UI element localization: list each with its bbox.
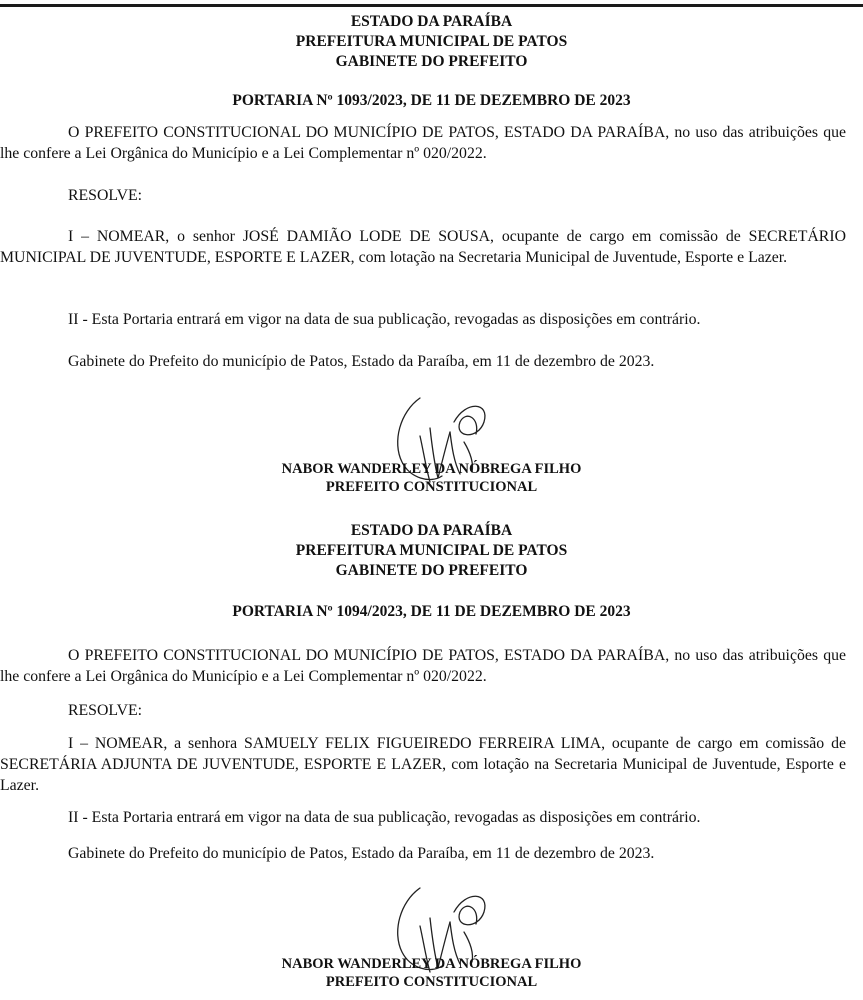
header-line-office: GABINETE DO PREFEITO — [335, 562, 528, 579]
document-header — [0, 521, 863, 581]
signature-block — [0, 882, 863, 992]
item-nomear: I – NOMEAR, o senhor JOSÉ DAMIÃO LODE DE SOUSA, ocupante de cargo em comissão de SECRETÁRIO MUNICIPAL DE JUVENTUDE, ESPORTE E LAZER, com lotação na Secretaria Municipal de Juventude, Esporte e Lazer. — [0, 228, 846, 266]
preamble-paragraph: O PREFEITO CONSTITUCIONAL DO MUNICÍPIO DE PATOS, ESTADO DA PARAÍBA, no uso das atribuições que lhe confere a Lei Orgânica do Município e a Lei Complementar nº 020/2022. — [0, 124, 846, 162]
document-header — [0, 12, 863, 72]
signer-name: NABOR WANDERLEY DA NÓBREGA FILHO — [281, 461, 582, 477]
item-vigor: II - Esta Portaria entrará em vigor na data de sua publicação, revogadas as disposições em contrário. — [68, 809, 701, 826]
closing-paragraph: Gabinete do Prefeito do município de Patos, Estado da Paraíba, em 11 de dezembro de 2023. — [68, 353, 655, 370]
header-line-prefecture: PREFEITURA MUNICIPAL DE PATOS — [295, 542, 568, 559]
signer-title: PREFEITO CONSTITUCIONAL — [325, 479, 538, 495]
portaria-title: PORTARIA Nº 1093/2023, DE 11 DE DEZEMBRO DE 2023 — [232, 92, 631, 109]
item-vigor: II - Esta Portaria entrará em vigor na data de sua publicação, revogadas as disposições em contrário. — [68, 311, 701, 328]
signer-name: NABOR WANDERLEY DA NÓBREGA FILHO — [281, 956, 582, 972]
header-line-office: GABINETE DO PREFEITO — [335, 53, 528, 70]
resolve-heading: RESOLVE: — [68, 702, 143, 719]
preamble-paragraph: O PREFEITO CONSTITUCIONAL DO MUNICÍPIO DE PATOS, ESTADO DA PARAÍBA, no uso das atribuições que lhe confere a Lei Orgânica do Município e a Lei Complementar nº 020/2022. — [0, 647, 846, 685]
header-line-state: ESTADO DA PARAÍBA — [350, 522, 513, 539]
item-nomear: I – NOMEAR, a senhora SAMUELY FELIX FIGUEIREDO FERREIRA LIMA, ocupante de cargo em comissão de SECRETÁRIA ADJUNTA DE JUVENTUDE, ESPORTE E LAZER, com lotação na Secretaria Municipal de Juventude, Esporte e Lazer. — [0, 735, 846, 794]
header-line-state: ESTADO DA PARAÍBA — [350, 13, 513, 30]
signature-block — [0, 392, 863, 502]
header-line-prefecture: PREFEITURA MUNICIPAL DE PATOS — [295, 33, 568, 50]
resolve-heading: RESOLVE: — [68, 187, 143, 204]
portaria-title: PORTARIA Nº 1094/2023, DE 11 DE DEZEMBRO DE 2023 — [232, 603, 631, 620]
top-rule — [0, 4, 863, 7]
signer-title: PREFEITO CONSTITUCIONAL — [325, 974, 538, 990]
closing-paragraph: Gabinete do Prefeito do município de Patos, Estado da Paraíba, em 11 de dezembro de 2023. — [68, 845, 655, 862]
